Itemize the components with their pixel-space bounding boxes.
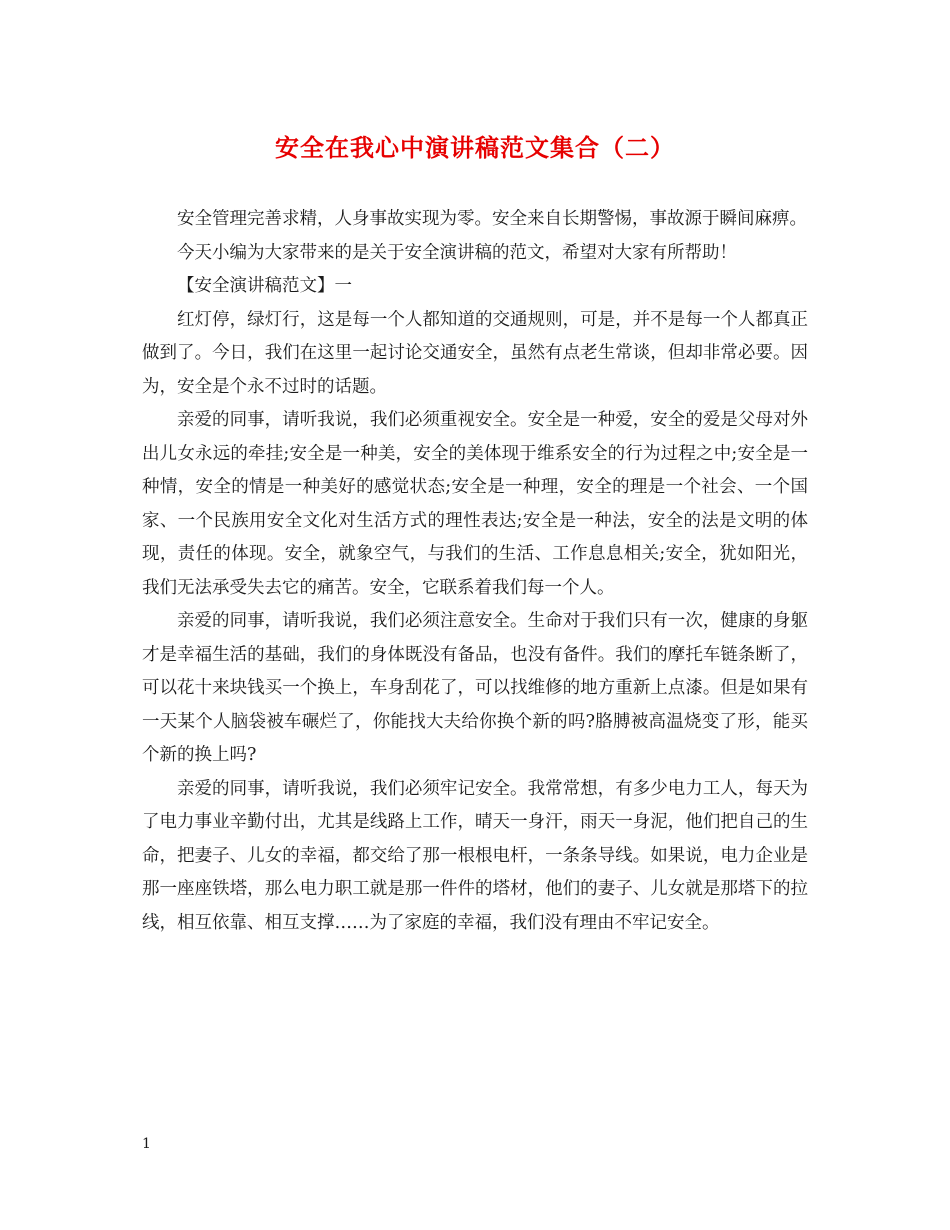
paragraph-intro: 安全管理完善求精，人身事故实现为零。安全来自长期警惕，事故源于瞬间麻痹。 <box>177 209 807 229</box>
paragraph-value-safety: 亲爱的同事，请听我说，我们必须重视安全。安全是一种爱，安全的爱是父母对外出儿女永远的牵挂;安全是一种美，安全的美体现于维系安全的行为过程之中;安全是一种情，安全的情是一种美好的感觉状态;安全是一种理，安全的理是一个社会、一个国家、一个民族用安全文化对生活方式的理性表达;安全是一种法，安全的法是文明的体现，责任的体现。安全，就象空气，与我们的生活、工作息息相关;安全，犹如阳光，我们无法承受失去它的痛苦。安全，它联系着我们每一个人。 <box>142 410 808 598</box>
page-number: 1 <box>142 1136 151 1152</box>
paragraph-attention-safety: 亲爱的同事，请听我说，我们必须注意安全。生命对于我们只有一次，健康的身躯才是幸福生活的基础，我们的身体既没有备品，也没有备件。我们的摩托车链条断了，可以花十来块钱买一个换上，车身刮花了，可以找维修的地方重新上点漆。但是如果有一天某个人脑袋被车碾烂了，你能找大夫给你换个新的吗?胳膊被高温烧变了形，能买个新的换上吗? <box>142 611 808 765</box>
paragraph-traffic: 红灯停，绿灯行，这是每一个人都知道的交通规则，可是，并不是每一个人都真正做到了。今日，我们在这里一起讨论交通安全，虽然有点老生常谈，但却非常必要。因为，安全是个永不过时的话题。 <box>142 309 808 397</box>
document-title: 安全在我心中演讲稿范文集合（二） <box>275 133 675 162</box>
paragraph-remember-safety: 亲爱的同事，请听我说，我们必须牢记安全。我常常想，有多少电力工人，每天为了电力事业辛勤付出，尤其是线路上工作，晴天一身汗，雨天一身泥，他们把自己的生命，把妻子、儿女的幸福，都交给了那一根根电杆，一条条导线。如果说，电力企业是那一座座铁塔，那么电力职工就是那一件件的塔材，他们的妻子、儿女就是那塔下的拉线，相互依靠、相互支撑……为了家庭的幸福，我们没有理由不牢记安全。 <box>142 778 808 933</box>
document-body <box>142 203 808 940</box>
paragraph-preface: 今天小编为大家带来的是关于安全演讲稿的范文，希望对大家有所帮助！ <box>177 242 737 263</box>
section-heading: 【安全演讲稿范文】一 <box>177 276 352 296</box>
